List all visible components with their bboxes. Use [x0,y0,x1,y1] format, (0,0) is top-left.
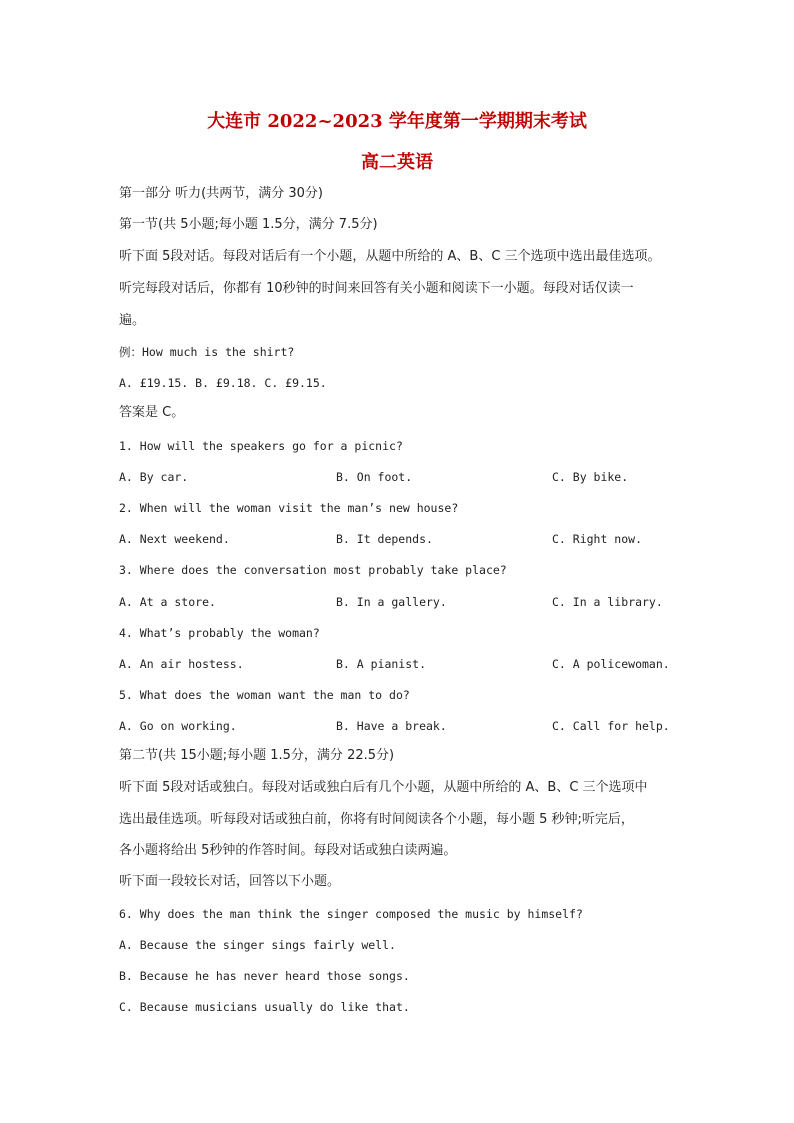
question-4-option-b: B. A pianist. [336,657,427,671]
section1-instruction-3: 遍。 [119,313,146,328]
section2-instruction-3: 各小题将给出 5秒钟的作答时间。每段对话或独白读两遍。 [119,843,457,858]
question-1-option-a: A. By car. [119,470,189,484]
section2-instruction-2: 选出最佳选项。听每段对话或独白前，你将有时间阅读各个小题，每小题 5 秒钟;听完后， [119,812,634,827]
question-2-option-a: A. Next weekend. [119,532,230,546]
question-2-option-b: B. It depends. [336,532,433,546]
question-4: 4. What’s probably the woman? [119,626,320,640]
section2-instruction-1: 听下面 5段对话或独白。每段对话或独白后有几个小题，从题中所给的 A、B、C 三个选项中 [119,780,648,795]
question-3-option-a: A. At a store. [119,595,216,609]
question-6-option-c: C. Because musicians usually do like that. [119,1000,410,1014]
question-2-option-c: C. Right now. [552,532,643,546]
section2-heading: 第二节(共 15小题;每小题 1.5分，满分 22.5分) [119,748,395,763]
question-4-option-a: A. An air hostess. [119,657,244,671]
section1-instruction-2: 听完每段对话后，你都有 10秒钟的时间来回答有关小题和阅读下一小题。每段对话仅读一 [119,281,634,296]
example-question: 例：How much is the shirt? [119,345,295,359]
section1-instruction-1: 听下面 5段对话。每段对话后有一个小题，从题中所给的 A、B、C 三个选项中选出最佳选项。 [119,249,661,264]
question-1-option-b: B. On foot. [336,470,413,484]
question-3-option-c: C. In a library. [552,595,663,609]
question-6: 6. Why does the man think the singer composed the music by himself? [119,907,583,921]
question-5-option-b: B. Have a break. [336,719,447,733]
part-heading: 第一部分 听力(共两节，满分 30分) [119,186,323,201]
question-5: 5. What does the woman want the man to do? [119,688,410,702]
question-5-option-a: A. Go on working. [119,719,237,733]
example-answer: 答案是 C。 [119,405,185,420]
exam-title: 大连市 2022~2023 学年度第一学期期末考试 [207,111,587,132]
section1-heading: 第一节(共 5小题;每小题 1.5分，满分 7.5分) [119,217,378,232]
question-1-option-c: C. By bike. [552,470,629,484]
question-4-option-c: C. A policewoman. [552,657,670,671]
section2-instruction-4: 听下面一段较长对话，回答以下小题。 [119,874,341,889]
question-6-option-b: B. Because he has never heard those songs. [119,969,410,983]
question-1: 1. How will the speakers go for a picnic? [119,439,403,453]
question-3: 3. Where does the conversation most probably take place? [119,563,507,577]
question-5-option-c: C. Call for help. [552,719,670,733]
question-6-option-a: A. Because the singer sings fairly well. [119,938,396,952]
example-options: A. £19.15. B. £9.18. C. £9.15. [119,376,327,390]
question-2: 2. When will the woman visit the man’s new house? [119,501,459,515]
question-3-option-b: B. In a gallery. [336,595,447,609]
exam-subtitle: 高二英语 [361,152,433,173]
